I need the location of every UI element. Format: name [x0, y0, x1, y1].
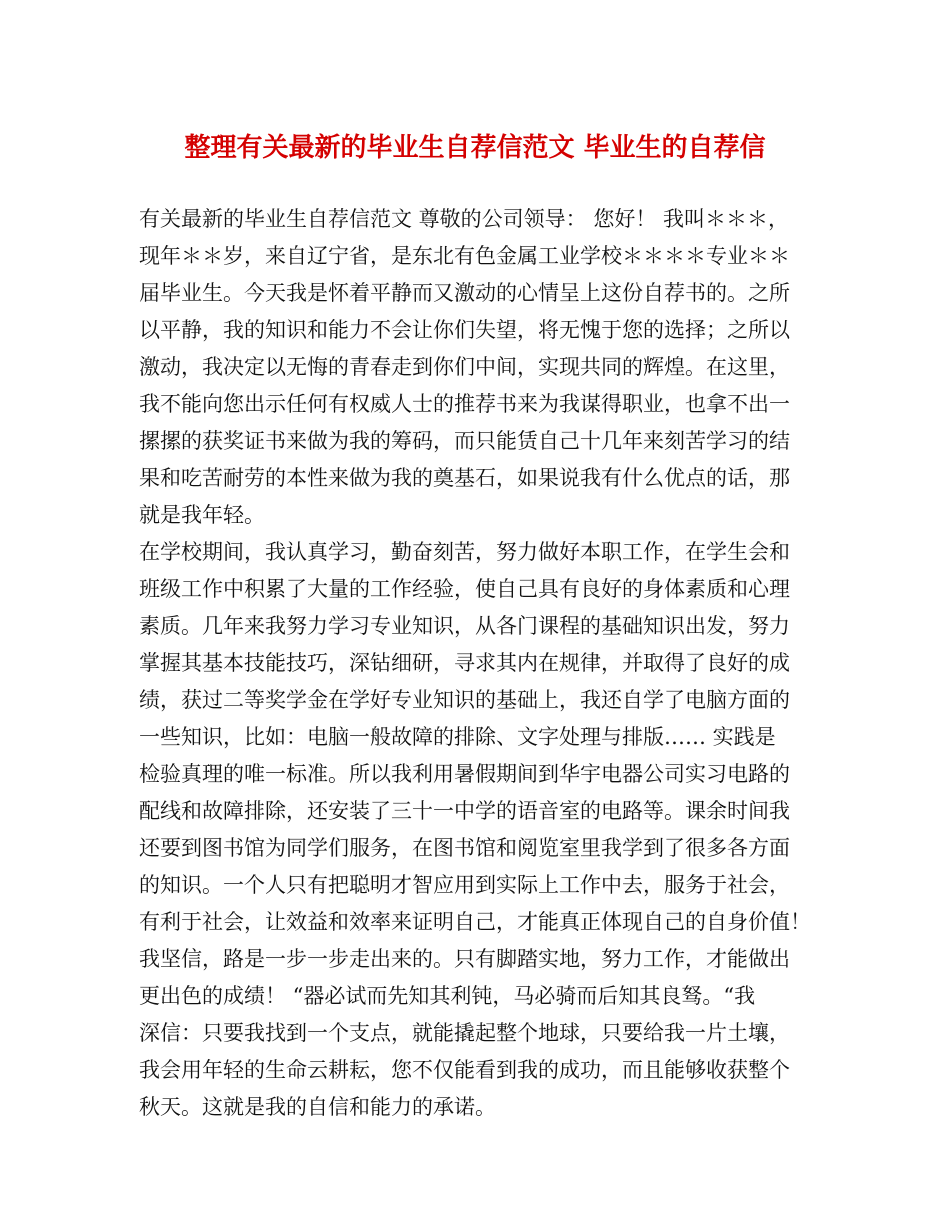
body-line: 有关最新的毕业生自荐信范文 尊敬的公司领导： 您好！ 我叫＊＊＊，: [139, 207, 790, 231]
body-line: 更出色的成绩！ “器必试而先知其利钝，马必骑而后知其良驽。“我: [139, 984, 756, 1008]
document-body: [139, 201, 819, 1126]
body-line: 一些知识，比如：电脑一般故障的排除、文字处理与排版…… 实践是: [139, 725, 776, 749]
document-title: 整理有关最新的毕业生自荐信范文 毕业生的自荐信: [184, 133, 766, 163]
body-line: 以平静，我的知识和能力不会让你们失望，将无愧于您的选择；之所以: [139, 318, 790, 342]
body-line: 还要到图书馆为同学们服务，在图书馆和阅览室里我学到了很多各方面: [139, 836, 790, 860]
body-line: 掌握其基本技能技巧，深钻细研，寻求其内在规律，并取得了良好的成: [139, 651, 790, 675]
body-line: 激动，我决定以无悔的青春走到你们中间，实现共同的辉煌。在这里，: [139, 355, 790, 379]
body-line: 班级工作中积累了大量的工作经验，使自己具有良好的身体素质和心理: [139, 577, 790, 601]
body-line: 我会用年轻的生命云耕耘，您不仅能看到我的成功，而且能够收获整个: [139, 1058, 790, 1082]
body-line: 在学校期间，我认真学习，勤奋刻苦，努力做好本职工作，在学生会和: [139, 540, 790, 564]
body-line: 秋天。这就是我的自信和能力的承诺。: [139, 1095, 496, 1119]
body-line: 果和吃苦耐劳的本性来做为我的奠基石，如果说我有什么优点的话，那: [139, 466, 790, 490]
body-line: 就是我年轻。: [139, 503, 265, 527]
body-line: 配线和故障排除，还安装了三十一中学的语音室的电路等。课余时间我: [139, 799, 790, 823]
body-line: 我不能向您出示任何有权威人士的推荐书来为我谋得职业，也拿不出一: [139, 392, 790, 416]
body-line: 有利于社会，让效益和效率来证明自己，才能真正体现自己的自身价值！: [139, 910, 811, 934]
body-line: 的知识。一个人只有把聪明才智应用到实际上工作中去，服务于社会，: [139, 873, 790, 897]
body-line: 届毕业生。今天我是怀着平静而又激动的心情呈上这份自荐书的。之所: [139, 281, 790, 305]
body-line: 摞摞的获奖证书来做为我的筹码，而只能赁自己十几年来刻苦学习的结: [139, 429, 790, 453]
body-line: 深信：只要我找到一个支点，就能撬起整个地球，只要给我一片土壤，: [139, 1021, 790, 1045]
body-line: 现年＊＊岁，来自辽宁省，是东北有色金属工业学校＊＊＊＊专业＊＊: [139, 244, 790, 268]
body-line: 检验真理的唯一标准。所以我利用暑假期间到华宇电器公司实习电路的: [139, 762, 790, 786]
body-line: 素质。几年来我努力学习专业知识，从各门课程的基础知识出发，努力: [139, 614, 790, 638]
body-line: 我坚信，路是一步一步走出来的。只有脚踏实地，努力工作，才能做出: [139, 947, 790, 971]
body-line: 绩，获过二等奖学金在学好专业知识的基础上，我还自学了电脑方面的: [139, 688, 790, 712]
